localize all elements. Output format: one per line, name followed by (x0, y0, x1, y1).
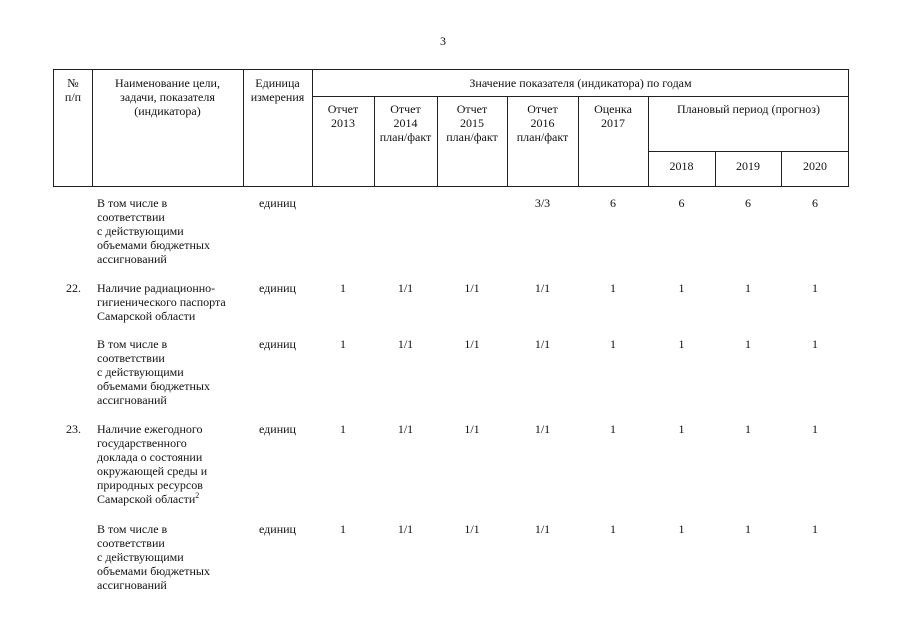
row-name-text: Наличие ежегодного государственного доклада о состоянии окружающей среды и природных ресурсов Самарской области (97, 422, 208, 506)
value-2015: 1/1 (464, 337, 480, 351)
header-values-group: Значение показателя (индикатора) по годам (469, 76, 692, 90)
value-2016: 1/1 (534, 337, 551, 351)
value-2019: 1 (745, 281, 751, 295)
header-col-2020: 2020 (803, 159, 827, 173)
value-2014: 1/1 (397, 522, 414, 536)
value-2019: 1 (745, 522, 751, 536)
value-2018: 1 (678, 422, 685, 436)
table-header (53, 69, 849, 187)
value-2020: 6 (812, 196, 818, 210)
row-number: 22. (66, 281, 81, 295)
row-name (97, 422, 247, 506)
row-name: Наличие радиационно- гигиенического паспорта Самарской области (97, 281, 226, 323)
value-2018: 6 (678, 196, 685, 210)
value-2018: 1 (678, 522, 685, 536)
value-2016: 1/1 (534, 281, 551, 295)
row-unit: единиц (259, 281, 296, 295)
value-2013: 1 (340, 281, 346, 295)
value-2016: 1/1 (534, 422, 551, 436)
value-2013: 1 (340, 337, 346, 351)
header-col-2019: 2019 (736, 159, 760, 173)
row-unit: единиц (259, 422, 296, 436)
row-name: В том числе в соответствии с действующими объемами бюджетных ассигнований (97, 337, 210, 407)
header-col-2016: Отчет 2016 план/факт (516, 102, 569, 144)
value-2017: 6 (610, 196, 616, 210)
row-unit: единиц (259, 196, 296, 210)
value-2015: 1/1 (464, 422, 480, 436)
header-unit: Единица измерения (250, 76, 305, 104)
value-2013: 1 (340, 422, 346, 436)
row-number: 23. (66, 422, 81, 436)
row-unit: единиц (259, 522, 296, 536)
page-number: 3 (440, 34, 446, 48)
header-plan-group: Плановый период (прогноз) (677, 102, 820, 116)
value-2019: 1 (745, 422, 751, 436)
value-2017: 1 (610, 522, 616, 536)
header-col-2015: Отчет 2015 план/факт (446, 102, 498, 144)
value-2015: 1/1 (464, 281, 480, 295)
value-2019: 6 (745, 196, 751, 210)
value-2020: 1 (812, 422, 818, 436)
header-name: Наименование цели, задачи, показателя (индикатора) (115, 76, 220, 118)
value-2017: 1 (610, 281, 616, 295)
row-unit: единиц (259, 337, 296, 351)
header-col-2018: 2018 (669, 159, 694, 173)
value-2016: 3/3 (534, 196, 551, 210)
header-num: № п/п (64, 76, 82, 104)
value-2018: 1 (678, 281, 685, 295)
value-2018: 1 (678, 337, 685, 351)
value-2020: 1 (812, 281, 818, 295)
row-name: В том числе в соответствии с действующими объемами бюджетных ассигнований (97, 196, 210, 266)
value-2015: 1/1 (464, 522, 480, 536)
value-2014: 1/1 (397, 281, 414, 295)
footnote-marker: 2 (195, 491, 200, 500)
value-2019: 1 (745, 337, 751, 351)
value-2020: 1 (812, 522, 818, 536)
value-2017: 1 (610, 422, 616, 436)
value-2020: 1 (812, 337, 818, 351)
value-2013: 1 (340, 522, 346, 536)
header-col-2014: Отчет 2014 план/факт (379, 102, 432, 144)
header-col-2017: Оценка 2017 (594, 102, 632, 130)
header-col-2013: Отчет 2013 (327, 102, 359, 130)
value-2014: 1/1 (397, 422, 414, 436)
row-name: В том числе в соответствии с действующими объемами бюджетных ассигнований (97, 522, 210, 592)
value-2016: 1/1 (534, 522, 551, 536)
value-2014: 1/1 (397, 337, 414, 351)
value-2017: 1 (610, 337, 616, 351)
